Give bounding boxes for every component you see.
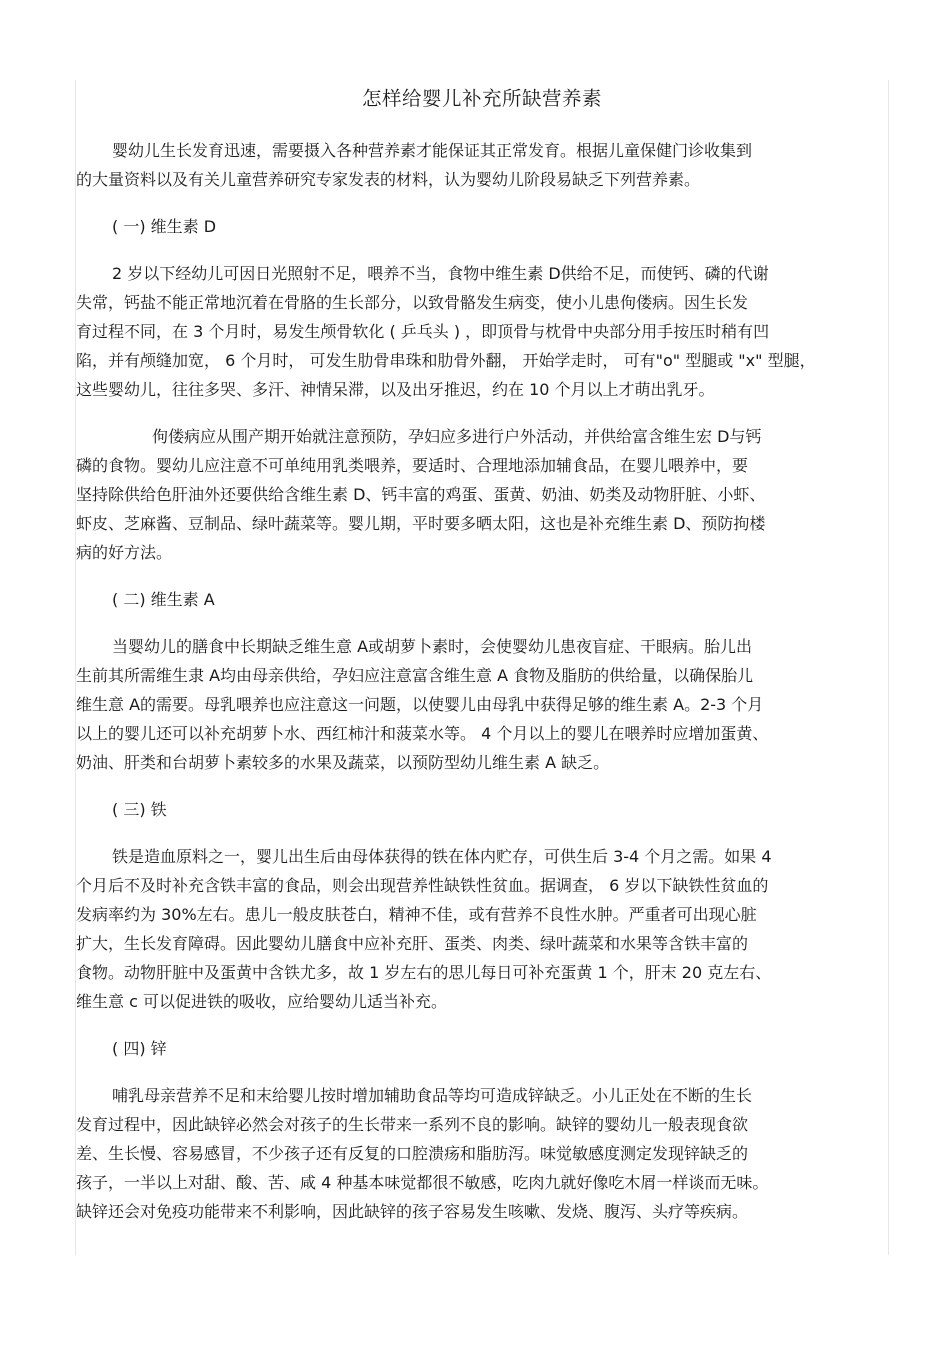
text-line: 维生意 A的需要。母乳喂养也应注意这一问题，以使婴儿由母乳中获得足够的维生素 A。2-3 个月 [76,695,764,714]
section-paragraph [76,422,888,567]
section-paragraph [76,1081,888,1226]
text-line: 以上的婴儿还可以补充胡萝卜水、西红柿汁和菠菜水等。 4 个月以上的婴儿在喂养时应增加蛋黄、 [76,724,769,743]
text-line: 生前其所需维生隶 A均由母亲供给，孕妇应注意富含维生意 A 食物及脂肪的供给量，以确保胎儿 [76,666,754,685]
text-line: 发病率约为 30%左右。患儿一般皮肤苍白，精神不佳，或有营养不良性水肿。严重者可出现心脏 [76,905,757,924]
text-line: 坚持除供给色肝油外还要供给含维生素 D、钙丰富的鸡蛋、蛋黄、奶油、奶类及动物肝脏、小虾、 [76,485,766,504]
text-line: 这些婴幼儿，往往多哭、多汗、神情呆滞，以及出牙推迟，约在 10 个月以上才萌出乳牙。 [76,380,715,399]
section-heading-iron: ( 三) 铁 [112,800,167,819]
text-line: 磷的食物。婴幼儿应注意不可单纯用乳类喂养，要适时、合理地添加辅食品，在婴儿喂养中，要 [76,456,749,475]
text-line: 孩子，一半以上对甜、酸、苦、咸 4 种基本味觉都很不敏感，吃肉九就好像吃木屑一样谈而无味。 [76,1173,769,1192]
text-line: 婴幼儿生长发育迅速，需要摄入各种营养素才能保证其正常发育。根据儿童保健门诊收集到 [112,141,753,160]
text-line: 虾皮、芝麻酱、豆制品、绿叶蔬菜等。婴儿期，平时要多晒太阳，这也是补充维生素 D、预防拘楼 [76,514,766,533]
text-line: 个月后不及时补充含铁丰富的食品，则会出现营养性缺铁性贫血。据调查， 6 岁以下缺铁性贫血的 [76,876,769,895]
text-line: 的大量资料以及有关儿童营养研究专家发表的材料，认为婴幼儿阶段易缺乏下列营养素。 [76,170,701,189]
text-line: 扩大，生长发育障碍。因此婴幼儿膳食中应补充肝、蛋类、肉类、绿叶蔬菜和水果等含铁丰富的 [76,934,749,953]
text-line: 差、生长慢、容易感冒，不少孩子还有反复的口腔溃疡和脂肪泻。味觉敏感度测定发现锌缺乏的 [76,1144,749,1163]
text-line: 哺乳母亲营养不足和末给婴儿按时增加辅助食品等均可造成锌缺乏。小儿正处在不断的生长 [112,1086,753,1105]
section-paragraph [76,842,888,1016]
document-title: 怎样给婴儿补充所缺营养素 [361,87,602,110]
text-line: 陷，并有颅缝加宽， 6 个月时， 可发生肋骨串珠和肋骨外翻， 开始学走时， 可有"o" 型腿或 "x" 型腿， [76,351,816,370]
text-line: 育过程不同，在 3 个月时，易发生颅骨软化 ( 乒乓头 ) ，即顶骨与枕骨中央部分用手按压时稍有凹 [76,322,770,341]
text-line: 发育过程中，因此缺锌必然会对孩子的生长带来一系列不良的影响。缺锌的婴幼儿一般表现食欲 [76,1115,749,1134]
text-line: 病的好方法。 [76,543,173,562]
section-paragraph [76,259,888,404]
text-line: 2 岁以下经幼儿可因日光照射不足，喂养不当，食物中维生素 D供给不足，而使钙、磷的代谢 [112,264,769,283]
page-right-rule [888,80,889,1255]
text-line: 佝偻病应从围产期开始就注意预防，孕妇应多进行户外活动，并供给富含维生宏 D与钙 [152,427,762,446]
text-line: 当婴幼儿的膳食中长期缺乏维生意 A或胡萝卜素时，会使婴幼儿患夜盲症、干眼病。胎儿出 [112,637,753,656]
section-heading-vitamin-a: ( 二) 维生素 A [112,590,215,609]
section-paragraph [76,632,888,777]
section-heading-zinc: ( 四) 锌 [112,1039,167,1058]
section-heading-vitamin-d: ( 一) 维生素 D [112,217,217,236]
text-line: 食物。动物肝脏中及蛋黄中含铁尤多，故 1 岁左右的思儿每日可补充蛋黄 1 个，肝末 20 克左右、 [76,963,772,982]
text-line: 缺锌还会对免疫功能带来不利影响，因此缺锌的孩子容易发生咳嗽、发烧、腹泻、头疗等疾病。 [76,1202,749,1221]
document-body [76,84,888,1244]
text-line: 奶油、肝类和台胡萝卜素较多的水果及蔬菜，以预防型幼儿维生素 A 缺乏。 [76,753,610,772]
text-line: 铁是造血原料之一，婴儿出生后由母体获得的铁在体内贮存，可供生后 3-4 个月之需。如果 4 [112,847,772,866]
text-line: 失常，钙盐不能正常地沉着在骨胳的生长部分，以致骨骼发生病变，使小儿患佝偻病。因生长发 [76,293,749,312]
intro-paragraph [76,136,888,194]
text-line: 维生意 c 可以促进铁的吸收，应给婴幼儿适当补充。 [76,992,447,1011]
